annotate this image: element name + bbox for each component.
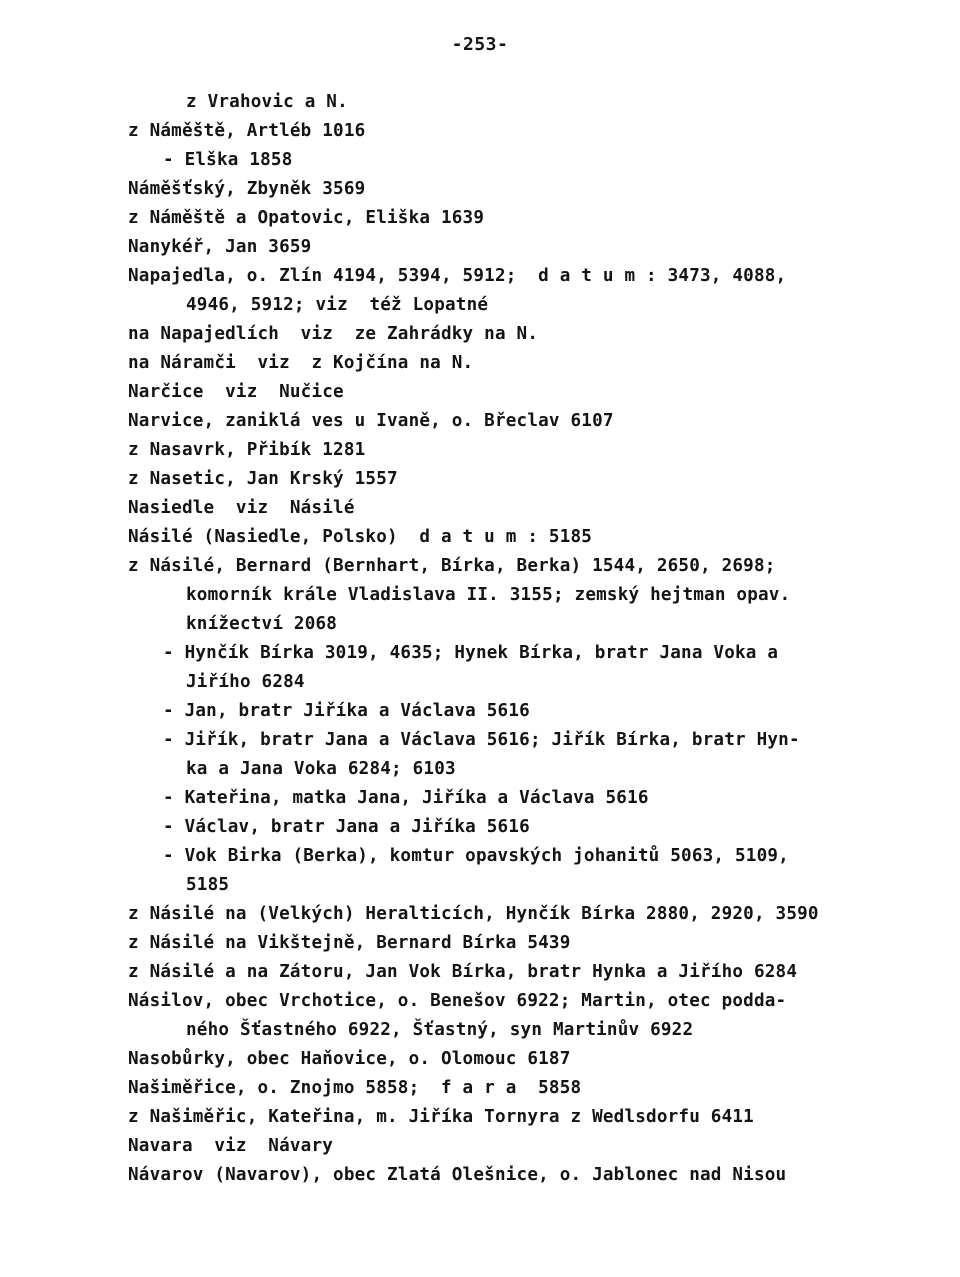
index-line: Nasobůrky, obec Haňovice, o. Olomouc 6187 [128, 1049, 571, 1069]
index-line: - Kateřina, matka Jana, Jiříka a Václava 5616 [163, 788, 649, 808]
index-line: - Jan, bratr Jiříka a Václava 5616 [163, 701, 530, 721]
index-line: Náměšťský, Zbyněk 3569 [128, 179, 366, 199]
index-line: ka a Jana Voka 6284; 6103 [186, 759, 456, 779]
index-line: - Jiřík, bratr Jana a Václava 5616; Jiřík Bírka, bratr Hyn- [163, 730, 800, 750]
index-line: na Napajedlích viz ze Zahrádky na N. [128, 324, 539, 344]
index-line: - Václav, bratr Jana a Jiříka 5616 [163, 817, 530, 837]
index-line: Návarov (Navarov), obec Zlatá Olešnice, o. Jablonec nad Nisou [128, 1165, 787, 1185]
index-line: - Elška 1858 [163, 150, 293, 170]
index-line: Násilé (Nasiedle, Polsko) d a t u m : 5185 [128, 527, 593, 547]
index-line: Navara viz Návary [128, 1136, 334, 1156]
index-line: Násilov, obec Vrchotice, o. Benešov 6922; Martin, otec podda- [128, 991, 787, 1011]
index-line: Napajedla, o. Zlín 4194, 5394, 5912; d a t u m : 3473, 4088, [128, 266, 787, 286]
index-line: Nanykéř, Jan 3659 [128, 237, 312, 257]
index-line: z Násilé na (Velkých) Heralticích, Hynčík Bírka 2880, 2920, 3590 [128, 904, 819, 924]
index-line: - Hynčík Bírka 3019, 4635; Hynek Bírka, bratr Jana Voka a [163, 643, 779, 663]
index-line: z Náměště, Artléb 1016 [128, 121, 366, 141]
page-number: -253- [451, 34, 509, 55]
index-line: Našiměřice, o. Znojmo 5858; f a r a 5858 [128, 1078, 582, 1098]
index-line: Narčice viz Nučice [128, 382, 344, 402]
index-line: 4946, 5912; viz též Lopatné [186, 295, 489, 315]
index-line: z Vrahovic a N. [186, 92, 348, 112]
index-line: z Násilé na Vikštejně, Bernard Bírka 5439 [128, 933, 571, 953]
index-line: Narvice, zaniklá ves u Ivaně, o. Břeclav 6107 [128, 411, 614, 431]
index-line: z Násilé a na Zátoru, Jan Vok Bírka, bratr Hynka a Jiřího 6284 [128, 962, 798, 982]
index-line: Jiřího 6284 [186, 672, 305, 692]
index-line: z Našiměřic, Kateřina, m. Jiříka Tornyra z Wedlsdorfu 6411 [128, 1107, 754, 1127]
index-line: z Nasetic, Jan Krský 1557 [128, 469, 398, 489]
index-line: z Nasavrk, Přibík 1281 [128, 440, 366, 460]
index-line: z Náměště a Opatovic, Eliška 1639 [128, 208, 485, 228]
index-line: Nasiedle viz Násilé [128, 498, 355, 518]
index-line: z Násilé, Bernard (Bernhart, Bírka, Berka) 1544, 2650, 2698; [128, 556, 776, 576]
index-line: ného Šťastného 6922, Šťastný, syn Martinův 6922 [186, 1020, 694, 1040]
index-line: 5185 [186, 875, 230, 895]
index-line: komorník krále Vladislava II. 3155; zemský hejtman opav. [186, 585, 791, 605]
index-line: na Náramči viz z Kojčína na N. [128, 353, 474, 373]
index-line: knížectví 2068 [186, 614, 338, 634]
index-line: - Vok Birka (Berka), komtur opavských johanitů 5063, 5109, [163, 846, 789, 866]
